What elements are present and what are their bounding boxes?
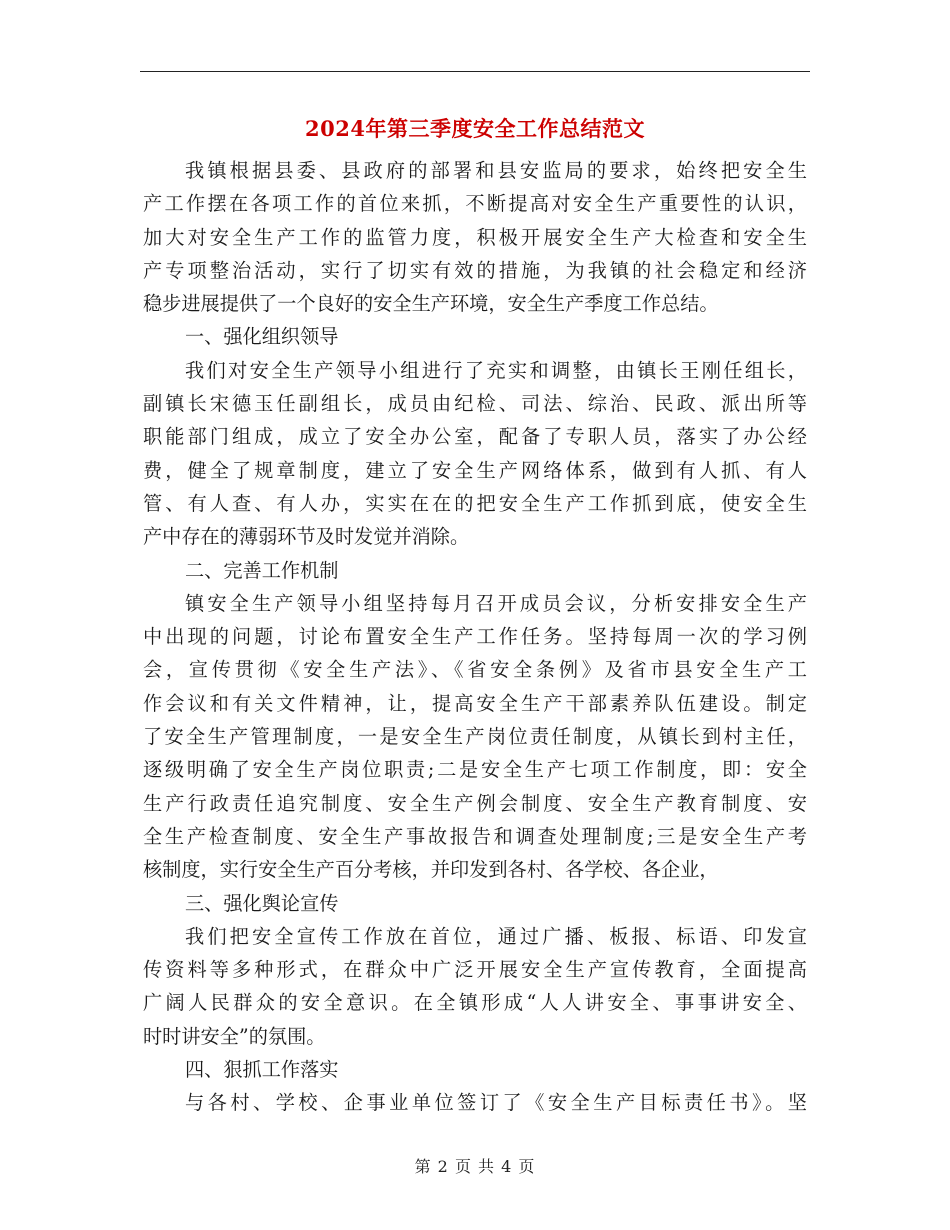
paragraph-line: 费，健全了规章制度，建立了安全生产网络体系，做到有人抓、有人 — [143, 458, 807, 482]
paragraph-line: 核制度，实行安全生产百分考核，并印发到各村、各学校、各企业， — [143, 858, 719, 882]
paragraph-line: 中出现的问题，讨论布置安全生产工作任务。坚持每周一次的学习例 — [143, 625, 807, 649]
header-rule — [140, 71, 810, 72]
paragraph-line: 逐级明确了安全生产岗位职责;二是安全生产七项工作制度，即：安全 — [143, 758, 807, 782]
paragraph-line: 传资料等多种形式，在群众中广泛开展安全生产宣传教育，全面提高 — [143, 958, 807, 982]
paragraph-line: 产专项整治活动，实行了切实有效的措施，为我镇的社会稳定和经济 — [143, 258, 807, 282]
paragraph-line: 稳步进展提供了一个良好的安全生产环境，安全生产季度工作总结。 — [143, 292, 719, 316]
section-heading: 二、完善工作机制 — [185, 558, 339, 582]
document-title: 2024年第三季度安全工作总结范文 — [305, 116, 645, 141]
paragraph-line: 全生产检查制度、安全生产事故报告和调查处理制度;三是安全生产考 — [143, 824, 807, 848]
paragraph-line: 与各村、学校、企事业单位签订了《安全生产目标责任书》。坚 — [185, 1091, 807, 1115]
document-body — [143, 154, 807, 1120]
paragraph-line: 我们把安全宣传工作放在首位，通过广播、板报、标语、印发宣 — [185, 924, 807, 948]
paragraph-line: 广阔人民群众的安全意识。在全镇形成“人人讲安全、事事讲安全、 — [143, 991, 807, 1015]
paragraph-line: 职能部门组成，成立了安全办公室，配备了专职人员，落实了办公经 — [143, 425, 807, 449]
paragraph-line: 产中存在的薄弱环节及时发觉并消除。 — [143, 525, 470, 549]
paragraph-line: 我们对安全生产领导小组进行了充实和调整，由镇长王刚任组长， — [185, 358, 807, 382]
paragraph-line: 管、有人查、有人办，实实在在的把安全生产工作抓到底，使安全生 — [143, 491, 807, 515]
paragraph-line: 我镇根据县委、县政府的部署和县安监局的要求，始终把安全生 — [185, 159, 807, 182]
section-heading: 三、强化舆论宣传 — [185, 891, 339, 915]
paragraph-line: 镇安全生产领导小组坚持每月召开成员会议，分析安排安全生产 — [185, 591, 807, 615]
page-number: 第 2 页 共 4 页 — [414, 1157, 536, 1176]
paragraph-line: 会，宣传贯彻《安全生产法》、《省安全条例》及省市县安全生产工 — [143, 658, 807, 682]
paragraph-line: 产工作摆在各项工作的首位来抓，不断提高对安全生产重要性的认识， — [143, 192, 807, 216]
paragraph-line: 加大对安全生产工作的监管力度，积极开展安全生产大检查和安全生 — [143, 225, 807, 249]
paragraph-line: 了安全生产管理制度，一是安全生产岗位责任制度，从镇长到村主任， — [143, 725, 807, 749]
paragraph-line: 生产行政责任追究制度、安全生产例会制度、安全生产教育制度、安 — [143, 791, 807, 815]
paragraph-line: 作会议和有关文件精神，让，提高安全生产干部素养队伍建设。制定 — [143, 691, 807, 715]
section-heading: 四、狠抓工作落实 — [185, 1058, 339, 1082]
section-heading: 一、强化组织领导 — [185, 325, 339, 349]
paragraph-line: 副镇长宋德玉任副组长，成员由纪检、司法、综治、民政、派出所等 — [143, 392, 807, 416]
paragraph-line: 时时讲安全”的氛围。 — [143, 1024, 326, 1048]
